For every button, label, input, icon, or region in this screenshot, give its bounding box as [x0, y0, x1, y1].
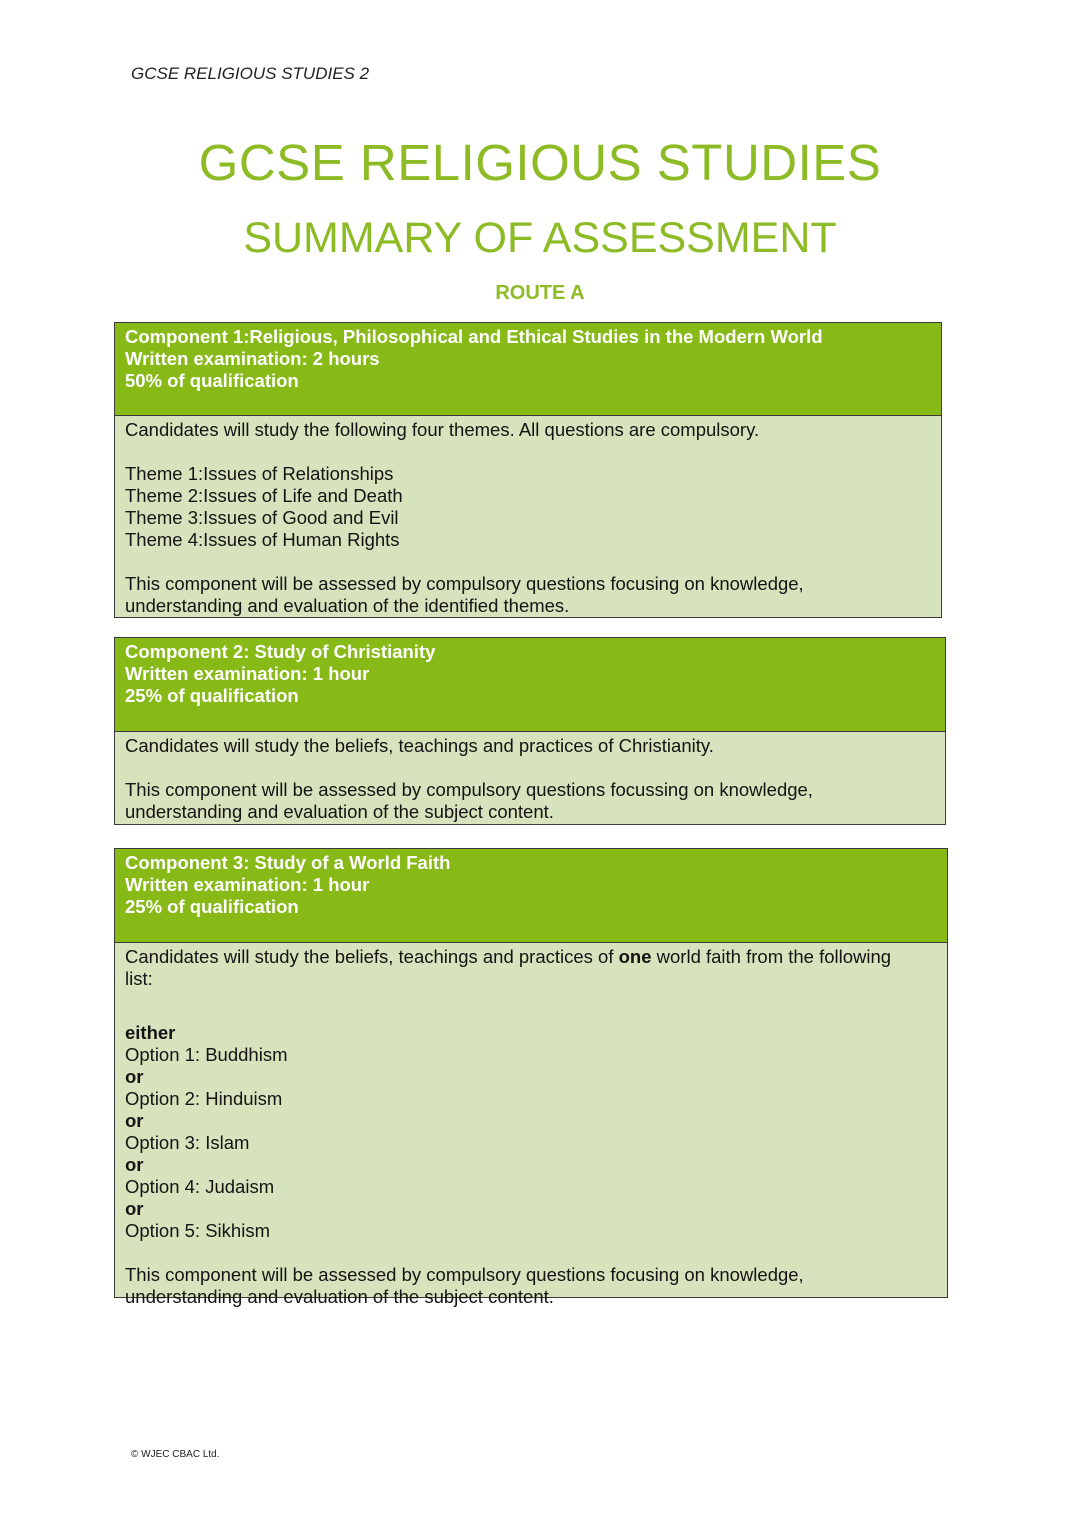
route-label: ROUTE A [495, 282, 585, 304]
component-3-weight: 25% of qualification [125, 896, 299, 917]
component-1-box [114, 322, 942, 618]
component-1-duration: Written examination: 2 hours [125, 348, 380, 369]
component-3-box [114, 848, 948, 1307]
component-3-intro-emphasis: one [618, 946, 652, 967]
component-1-body [115, 416, 941, 617]
copyright-footer: © WJEC CBAC Ltd. [131, 1449, 220, 1460]
option-4: Option 4: Judaism [125, 1176, 275, 1197]
or-label-3: or [125, 1154, 144, 1175]
component-3-duration: Written examination: 1 hour [125, 874, 370, 895]
option-2: Option 2: Hinduism [125, 1088, 283, 1109]
component-2-assessment-line-2: understanding and evaluation of the subject content. [125, 801, 554, 822]
component-3-intro [125, 946, 937, 968]
component-1-header [115, 323, 941, 416]
component-1-assessment-line-1: This component will be assessed by compulsory questions focusing on knowledge, [125, 573, 804, 594]
component-3-intro-part-a: Candidates will study the beliefs, teachings and practices of [125, 946, 619, 967]
or-label-1: or [125, 1066, 144, 1087]
page-title: GCSE RELIGIOUS STUDIES [198, 134, 882, 191]
component-2-title: Component 2: Study of Christianity [125, 641, 436, 662]
or-label-2: or [125, 1110, 144, 1131]
component-1-weight: 50% of qualification [125, 370, 299, 391]
component-3-header [115, 849, 947, 943]
component-2-weight: 25% of qualification [125, 685, 299, 706]
component-3-intro-continued: list: [125, 968, 153, 989]
component-2-assessment-line-1: This component will be assessed by compulsory questions focussing on knowledge, [125, 779, 813, 800]
theme-3: Theme 3:Issues of Good and Evil [125, 507, 399, 528]
component-2-box [114, 637, 946, 825]
component-3-body [115, 943, 947, 1307]
component-1-assessment-line-2: understanding and evaluation of the identified themes. [125, 595, 570, 616]
component-3-title: Component 3: Study of a World Faith [125, 852, 451, 873]
option-3: Option 3: Islam [125, 1132, 250, 1153]
component-3-assessment-line-1: This component will be assessed by compulsory questions focusing on knowledge, [125, 1264, 804, 1285]
component-2-intro: Candidates will study the beliefs, teachings and practices of Christianity. [125, 735, 714, 756]
either-label: either [125, 1022, 176, 1043]
component-2-header [115, 638, 945, 732]
component-2-duration: Written examination: 1 hour [125, 663, 370, 684]
option-1: Option 1: Buddhism [125, 1044, 288, 1065]
component-3-assessment-line-2: understanding and evaluation of the subject content. [125, 1286, 554, 1307]
component-1-title: Component 1:Religious, Philosophical and Ethical Studies in the Modern World [125, 326, 823, 347]
running-head: GCSE RELIGIOUS STUDIES 2 [131, 64, 370, 83]
theme-1: Theme 1:Issues of Relationships [125, 463, 394, 484]
option-5: Option 5: Sikhism [125, 1220, 270, 1241]
page-subtitle: SUMMARY OF ASSESSMENT [243, 214, 837, 262]
or-label-4: or [125, 1198, 144, 1219]
component-1-intro: Candidates will study the following four themes. All questions are compulsory. [125, 419, 760, 440]
component-2-body [115, 732, 945, 824]
theme-2: Theme 2:Issues of Life and Death [125, 485, 403, 506]
theme-4: Theme 4:Issues of Human Rights [125, 529, 400, 550]
component-3-intro-part-b: world faith from the following [651, 946, 892, 967]
